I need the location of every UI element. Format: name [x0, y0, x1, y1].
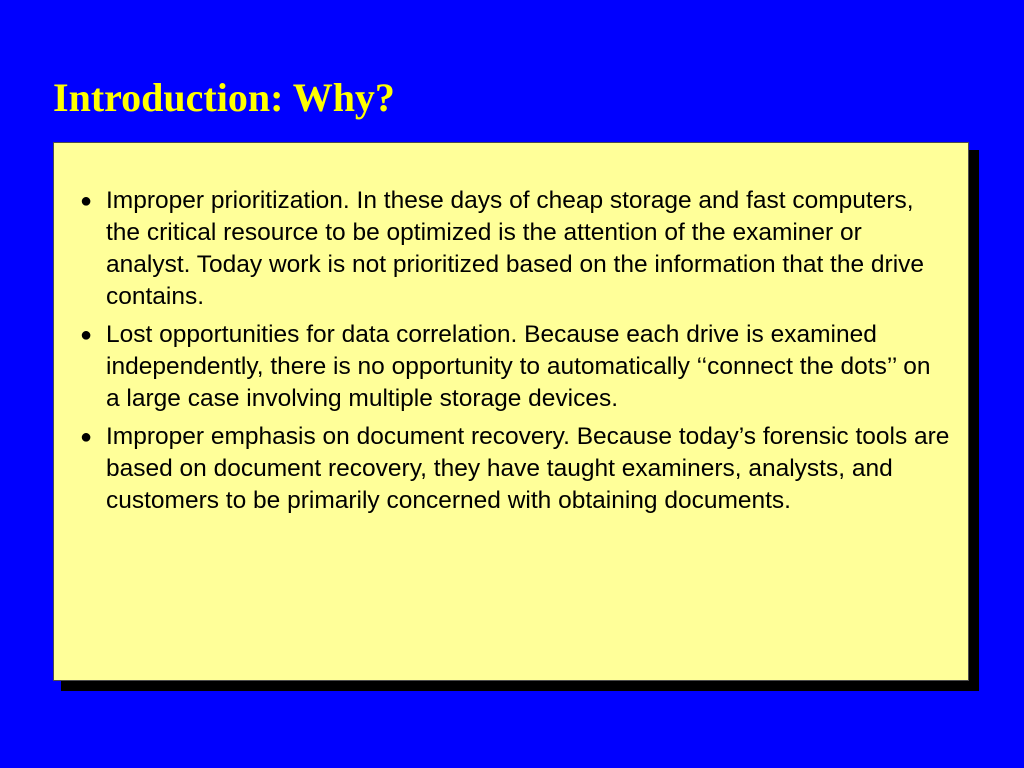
bullet-dot-icon: ●: [80, 426, 93, 448]
bullet-text: Lost opportunities for data correlation. Because each drive is examined independently, there is no opportunity to automatically ‘‘connect the dots’’ on a large case involving multiple storage devices.: [106, 321, 931, 412]
slide-title: Introduction: Why?: [53, 75, 395, 120]
bullet-dot-icon: ●: [80, 324, 93, 346]
content-panel: [53, 142, 969, 681]
bullet-dot-icon: ●: [80, 190, 93, 212]
bullet-text: Improper prioritization. In these days of cheap storage and fast computers, the critical resource to be optimized is the attention of the examiner or analyst. Today work is not prioritized based on the information that the drive contains.: [106, 187, 925, 310]
bullet-item-correlation: [80, 319, 950, 415]
bullet-list: [80, 185, 950, 523]
bullet-text: Improper emphasis on document recovery. Because today’s forensic tools are based on document recovery, they have taught examiners, analysts, and customers to be primarily concerned with obtaining documents.: [106, 423, 950, 514]
bullet-item-document-recovery: [80, 421, 950, 517]
bullet-item-prioritization: [80, 185, 950, 313]
